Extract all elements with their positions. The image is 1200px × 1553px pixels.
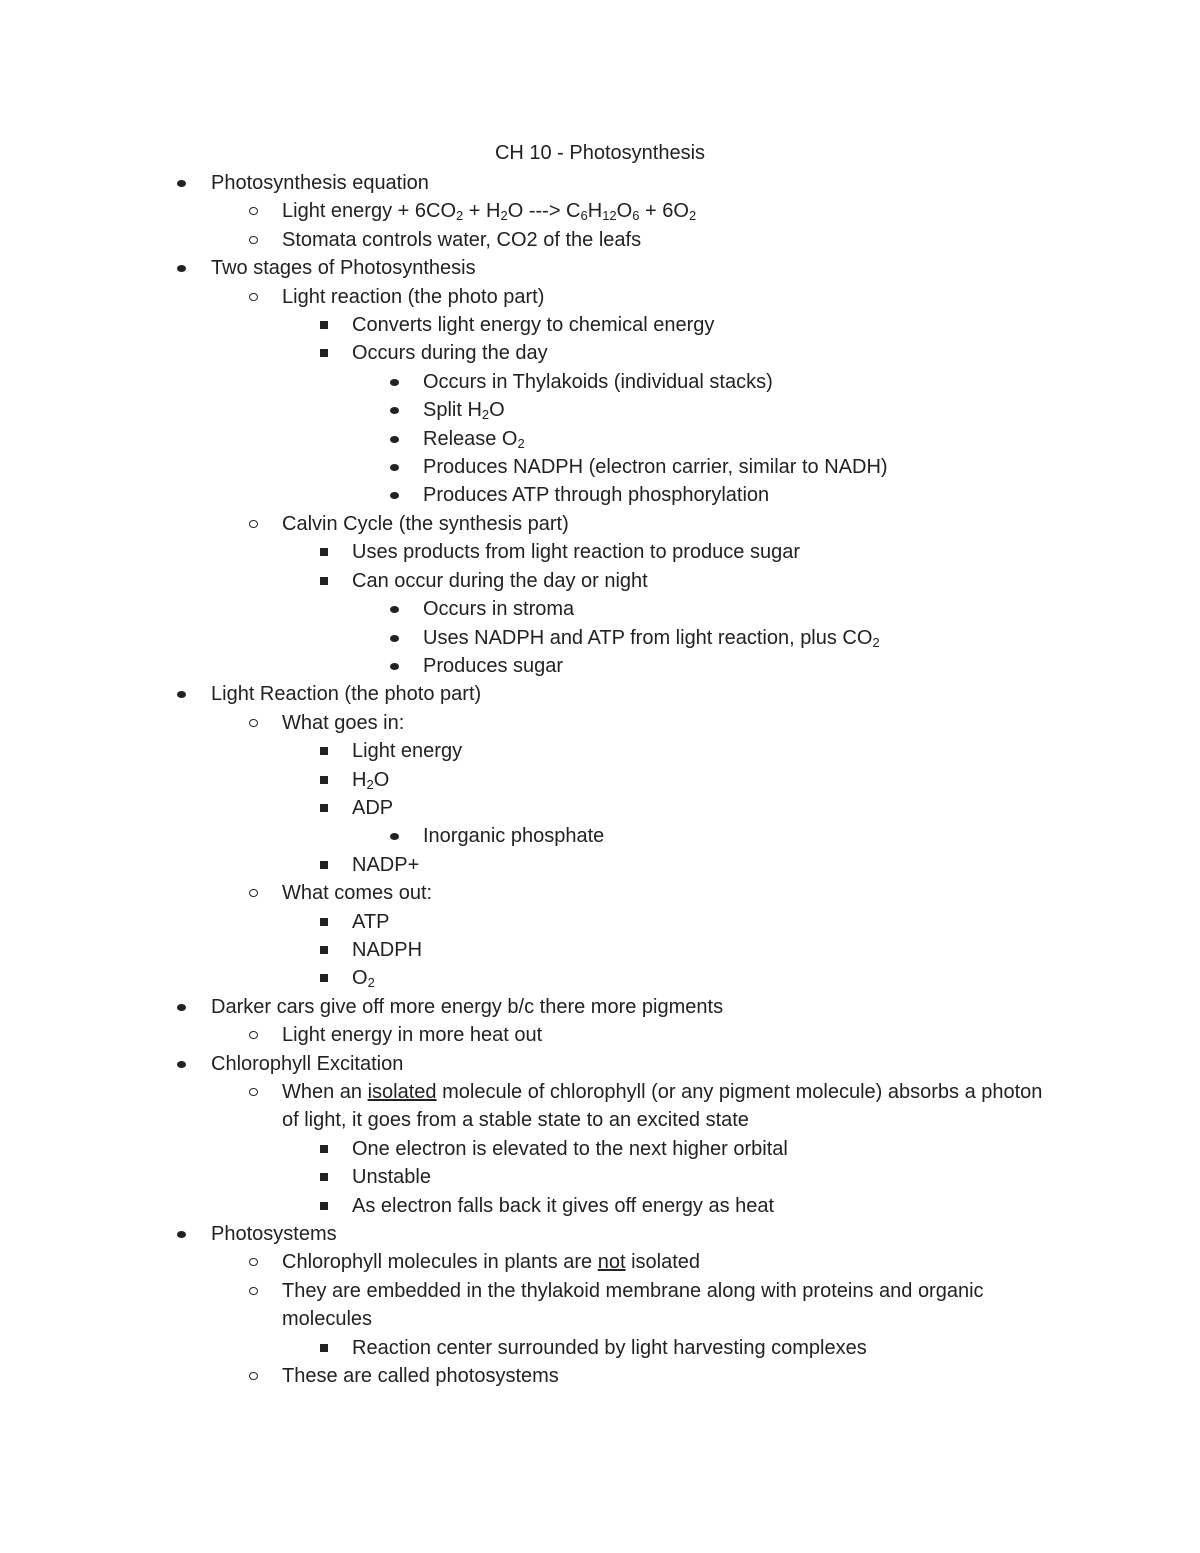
item-text: Calvin Cycle (the synthesis part) <box>282 512 569 535</box>
list-item <box>0 1163 1200 1191</box>
list-item <box>0 283 1200 311</box>
item-text: Darker cars give off more energy b/c there more pigments <box>211 995 724 1018</box>
list-item <box>0 709 1200 737</box>
item-text: Photosynthesis equation <box>211 172 429 194</box>
item-text: Inorganic phosphate <box>423 825 605 848</box>
underlined-text: isolated <box>367 1081 437 1103</box>
item-text: Occurs during the day <box>352 342 548 365</box>
list-item <box>0 226 1200 254</box>
list-item <box>0 680 1200 708</box>
list-item <box>0 1135 1200 1163</box>
item-text: Split $H_2O$ <box>423 399 505 423</box>
item-text: Produces sugar <box>423 654 564 677</box>
item-text: These are called photosystems <box>282 1365 559 1388</box>
item-text: Produces ATP through phosphorylation <box>423 484 770 507</box>
item-text: Stomata controls water, CO2 of the leafs <box>282 228 642 251</box>
list-item <box>0 1277 1200 1334</box>
list-item <box>0 368 1200 396</box>
item-text: As electron falls back it gives off energy as heat <box>352 1194 775 1217</box>
item-text: Chlorophyll molecules in plants are not isolated <box>282 1251 701 1274</box>
list-item <box>0 1334 1200 1362</box>
item-text: Uses products from light reaction to produce sugar <box>352 541 800 564</box>
item-text: Converts light energy to chemical energy <box>352 314 715 337</box>
item-text: Unstable <box>352 1166 431 1189</box>
list-item <box>0 453 1200 481</box>
item-text: $H_2O$ <box>352 768 390 792</box>
list-item <box>0 567 1200 595</box>
item-text: NADP+ <box>352 853 420 876</box>
item-text: They are embedded in the thylakoid membrane along with proteins and organic molecules <box>282 1279 984 1331</box>
item-text: Photosystems <box>211 1223 337 1246</box>
list-item <box>0 794 1200 822</box>
list-item <box>0 936 1200 964</box>
list-item <box>0 1220 1200 1248</box>
item-text: Occurs in stroma <box>423 598 575 621</box>
list-item <box>0 254 1200 282</box>
list-item <box>0 624 1200 652</box>
item-text: ATP <box>352 910 390 933</box>
list-item <box>0 538 1200 566</box>
item-text: What goes in: <box>282 711 405 734</box>
item-text: Light Reaction (the photo part) <box>211 683 482 706</box>
item-text: Light reaction (the photo part) <box>282 285 545 308</box>
list-item <box>0 1248 1200 1276</box>
item-text: Can occur during the day or night <box>352 569 648 592</box>
notes-outline <box>0 169 1200 1390</box>
item-text: Light energy in more heat out <box>282 1024 543 1047</box>
page-title: CH 10 - Photosynthesis <box>494 142 706 164</box>
list-item <box>0 822 1200 850</box>
list-item <box>0 652 1200 680</box>
item-text: ADP <box>352 796 394 819</box>
item-text: Release $O_2$ <box>423 427 525 451</box>
list-item <box>0 1050 1200 1078</box>
item-text: Uses NADPH and ATP from light reaction, plus $CO_2$ <box>423 626 880 650</box>
list-item <box>0 595 1200 623</box>
item-text: Produces NADPH (electron carrier, similar to NADH) <box>423 456 888 479</box>
list-item <box>0 1362 1200 1390</box>
item-text: One electron is elevated to the next higher orbital <box>352 1137 788 1160</box>
list-item <box>0 879 1200 907</box>
item-text: Light energy <box>352 740 463 763</box>
list-item <box>0 908 1200 936</box>
underlined-text: not <box>597 1251 626 1274</box>
item-text: $O_2$ <box>352 967 375 991</box>
list-item <box>0 396 1200 424</box>
item-text: When an isolated molecule of chlorophyll (or any pigment molecule) absorbs a photon of light, it goes from a stable state to an excited state <box>282 1081 1043 1132</box>
item-text: Two stages of Photosynthesis <box>211 257 476 280</box>
list-item <box>0 964 1200 992</box>
formula-text: Light energy + $6CO_2 + H_2O$ ---> $C_6H_{12}O_6 + 6O_2$ <box>282 200 697 224</box>
item-text: NADPH <box>352 938 423 961</box>
list-item <box>0 425 1200 453</box>
list-item <box>0 851 1200 879</box>
list-item <box>0 993 1200 1021</box>
list-item <box>0 169 1200 197</box>
item-text: Chlorophyll Excitation <box>211 1052 404 1075</box>
list-item <box>0 1078 1200 1135</box>
list-item <box>0 737 1200 765</box>
item-text: Reaction center surrounded by light harvesting complexes <box>352 1336 867 1359</box>
list-item <box>0 510 1200 538</box>
list-item <box>0 197 1200 225</box>
item-text: Occurs in Thylakoids (individual stacks) <box>423 370 773 393</box>
list-item <box>0 1021 1200 1049</box>
list-item <box>0 1192 1200 1220</box>
list-item <box>0 766 1200 794</box>
list-item <box>0 339 1200 367</box>
item-text: What comes out: <box>282 882 433 905</box>
list-item <box>0 311 1200 339</box>
list-item <box>0 481 1200 509</box>
